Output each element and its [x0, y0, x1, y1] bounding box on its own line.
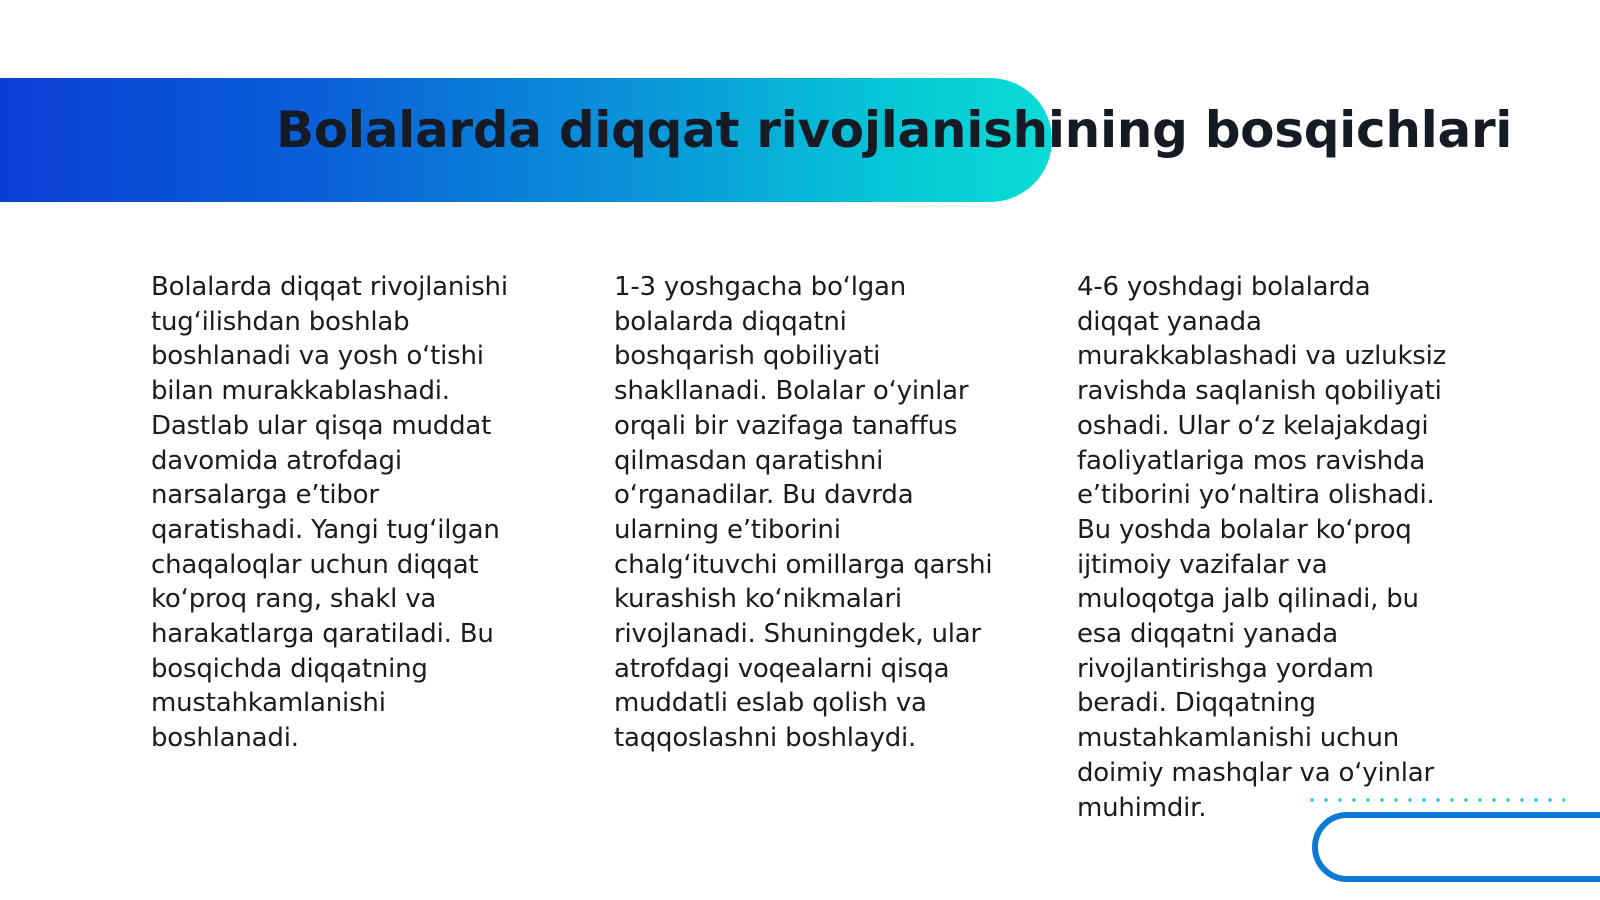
decorative-pill-outline — [1312, 812, 1600, 882]
text-column-2: 1-3 yoshgacha bo‘lgan bolalarda diqqatni boshqarish qobiliyati shakllanadi. Bolalar o‘yinlar orqali bir vazifaga tanaffus qilmasdan qaratishni o‘rganadilar. Bu davrda ularning e’tiborini chalg‘ituvchi omillarga qarshi kurashish ko‘nikmalari rivojlanadi. Shuningdek, ular atrofdagi voqealarni qisqa muddatli eslab qolish va taqqoslashni boshlaydi. — [614, 272, 993, 754]
text-column-3: 4-6 yoshdagi bolalarda diqqat yanada murakkablashadi va uzluksiz ravishda saqlanish qobiliyati oshadi. Ular o‘z kelajakdagi faoliyatlariga mos ravishda e’tiborini yo‘naltira olishadi. Bu yoshda bolalar ko‘proq ijtimoiy vazifalar va muloqotga jalb qilinadi, bu esa diqqatni yanada rivojlantirishga yordam beradi. Diqqatning mustahkamlanishi uchun doimiy mashqlar va o‘yinlar muhimdir. — [1077, 272, 1447, 823]
decorative-dots — [1305, 797, 1565, 803]
text-column-1: Bolalarda diqqat rivojlanishi tug‘ilishdan boshlab boshlanadi va yosh o‘tishi bilan murakkablashadi. Dastlab ular qisqa muddat davomida atrofdagi narsalarga e’tibor qaratishadi. Yangi tug‘ilgan chaqaloqlar uchun diqqat ko‘proq rang, shakl va harakatlarga qaratiladi. Bu bosqichda diqqatning mustahkamlanishi boshlanadi. — [151, 272, 508, 754]
slide-title: Bolalarda diqqat rivojlanishining bosqichlari — [276, 101, 1513, 159]
